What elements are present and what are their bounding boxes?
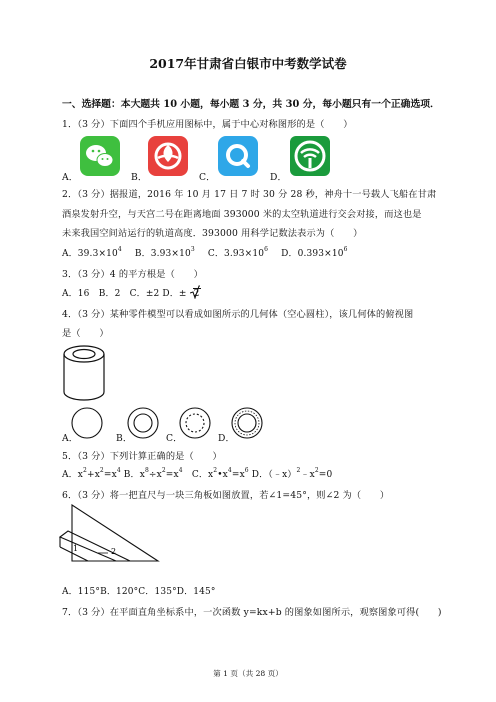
sqrt-sign-icon [190,285,200,299]
q4-option-c-figure [178,406,212,440]
q4-option-a-label: A． [62,433,79,444]
search-app-icon [218,136,258,176]
q4-option-b-figure [126,406,160,440]
angle-1-label: 1 [73,544,79,553]
q4-option-c-label: C． [166,433,183,444]
q1-option-d-label: D． [270,172,287,183]
q1-option-c-label: C． [199,172,216,183]
page-footer: 第 1 页（共 28 页） [213,669,283,678]
page-title: 2017年甘肃省白银市中考数学试卷 [149,56,347,71]
q1-option-a-label: A． [62,172,79,183]
wifi-app-icon [290,136,330,176]
question-5-stem: 5．（3 分）下列计算正确的是（ ） [62,451,222,462]
question-2-line-1: 2．（3 分）据报道，2016 年 10 月 17 日 7 时 30 分 28 秒，神舟十一号载人飞船在甘肃 [62,189,437,200]
angle-2-label: 2 [111,547,117,556]
question-1-stem: 1．（3 分）下面四个手机应用图标中，属于中心对称图形的是（ ） [62,119,353,130]
ruler-triangle-figure [58,503,162,565]
question-3-stem: 3．（3 分）4 的平方根是（ ） [62,269,203,280]
question-2-line-3: 未来我国空间站运行的轨道高度．393000 用科学记数法表示为（ ） [62,228,363,239]
question-5-options: A．$x^2+x^2=x^4$ B．$x^8\div x^2=x^4$ C．$x^2•x^4=x^6$ D．$(﹣x)^2﹣x^2=0$ [62,467,333,480]
question-2-options: A．$39.3\times 10^4$ B．$3.93\times 10^3$ C．$3.93\times 10^6$ D．$0.393\times 10^6$ [62,246,348,259]
section-heading: 一、选择题：本大题共 10 小题，每小题 3 分，共 30 分，每小题只有一个正确选项． [62,99,440,110]
q1-option-b-label: B． [131,172,148,183]
question-4-line-1: 4．（3 分）某种零件模型可以看成如图所示的几何体（空心圆柱），该几何体的俯视图 [62,309,414,320]
q2-option-c: C．3.93×10 [207,249,265,259]
q2-option-d: D．0.393×10 [281,249,344,259]
wechat-icon [80,136,120,176]
question-6-stem: 6．（3 分）将一把直尺与一块三角板如图放置，若∠1=45°，则∠2 为（ ） [62,490,390,501]
question-7-stem: 7．（3 分）在平面直角坐标系中，一次函数 y=kx+b 的图象如图所示，观察图象可得( ) [62,607,442,618]
q4-option-a-figure [70,406,104,440]
hollow-cylinder-figure [60,344,110,404]
q4-option-b-label: B． [116,433,133,444]
question-3-options: A．16 B．2 C．±2 D．± 2 [62,289,200,299]
question-2-line-2: 酒泉发射升空，与天宫二号在距离地面 393000 米的太空轨道进行交会对接，而这也是 [62,209,422,220]
q2-option-b: B．3.93×10 [134,249,191,259]
question-4-line-2: 是（ ） [62,328,109,339]
q4-option-d-label: D． [218,433,235,444]
sqrt-radicand: 2 [193,289,200,299]
question-6-options: A．115°B．120°C．135°D．145° [62,587,216,597]
q4-option-d-figure [230,406,264,440]
q2-option-a: A．39.3×10 [62,249,118,259]
flame-app-icon [148,136,188,176]
